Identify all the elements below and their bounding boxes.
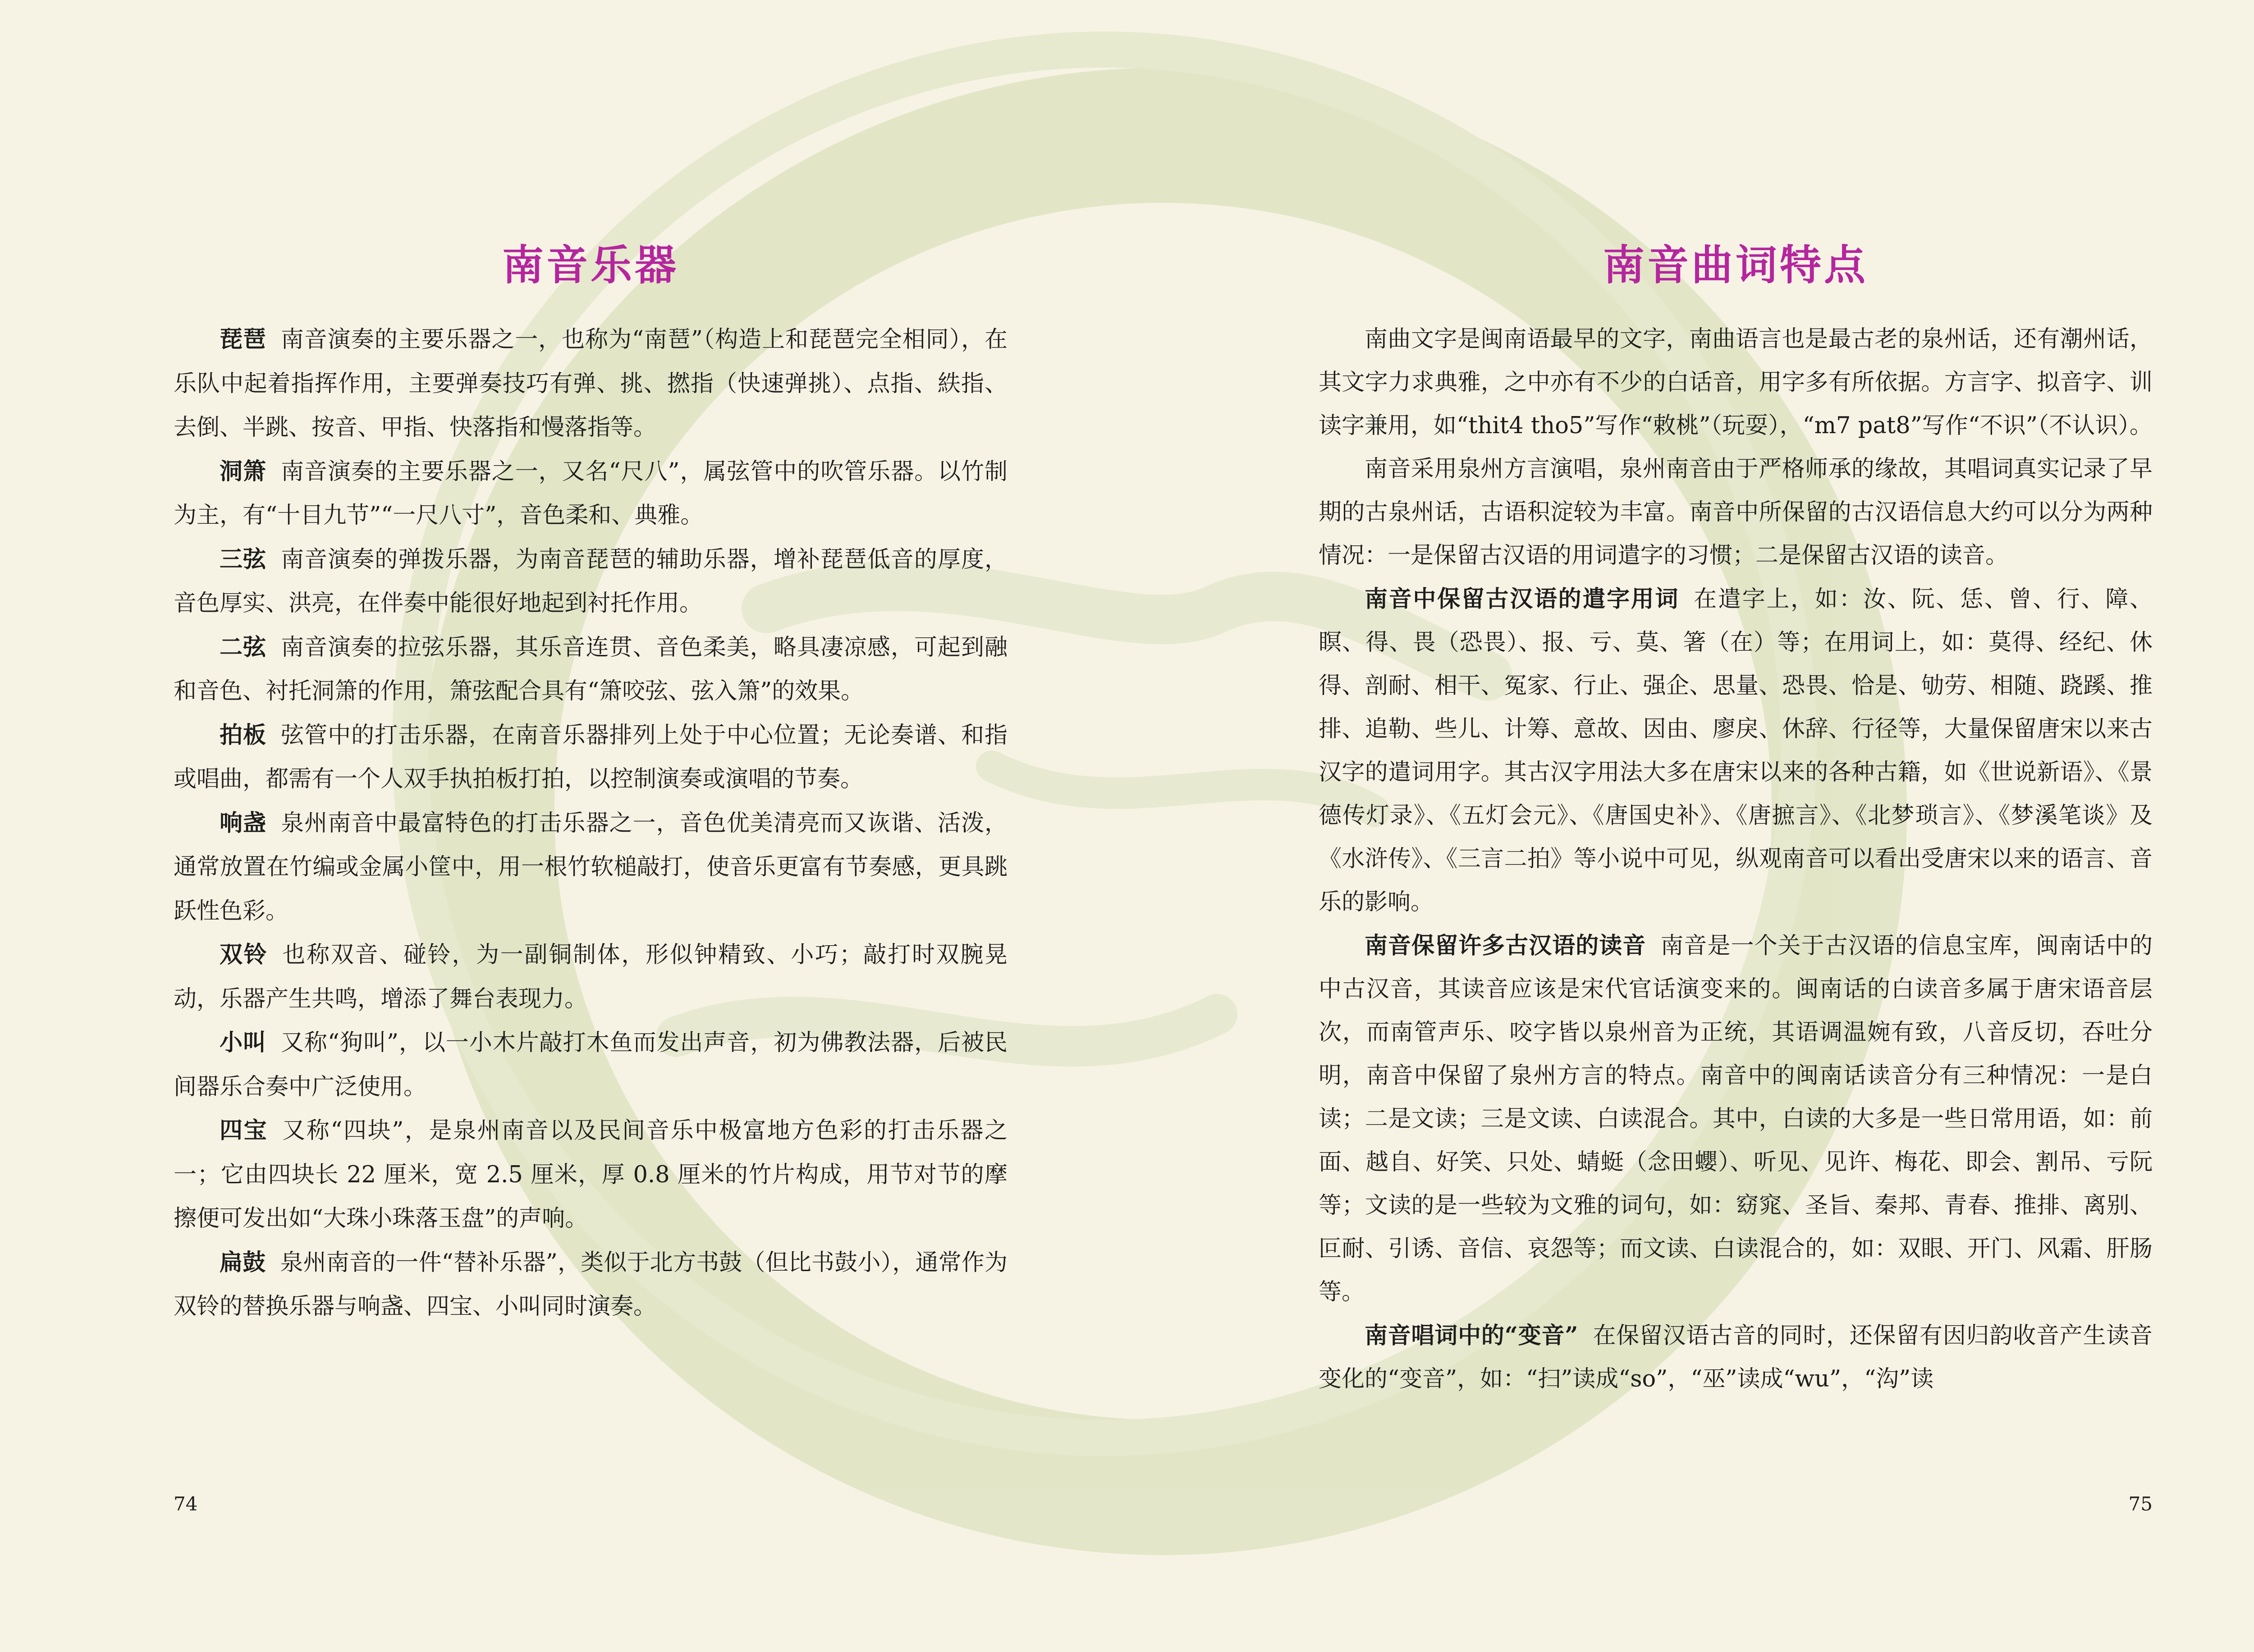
term-heading: 三弦 [220, 545, 267, 573]
paragraph-text: 泉州南音的一件“替补乐器”，类似于北方书鼓（但比书鼓小），通常作为双铃的替换乐器与响盏、四宝、小叫同时演奏。 [174, 1249, 1008, 1320]
term-heading: 南音中保留古汉语的遣字用词 [1365, 586, 1680, 613]
paragraph-text: 南曲文字是闽南语最早的文字，南曲语言也是最古老的泉州话，还有潮州话，其文字力求典雅，之中亦有不少的白话音，用字多有所依据。方言字、拟音字、训读字兼用，如“thit4 tho5”写作“敕桃”（玩耍），“m7 pat8”写作“不识”（不认识）。 [1319, 326, 2153, 439]
body-paragraph [1319, 577, 2153, 924]
paragraph-text: 弦管中的打击乐器，在南音乐器排列上处于中心位置；无论奏谱、和指或唱曲，都需有一个人双手执拍板打拍，以控制演奏或演唱的节奏。 [174, 722, 1008, 792]
paragraph-text: 南音是一个关于古汉语的信息宝库，闽南话中的中古汉音，其读音应该是宋代官话演变来的。闽南话的白读音多属于唐宋语音层次，而南管声乐、咬字皆以泉州音为正统，其语调温婉有致，八音反切，吞吐分明，南音中保留了泉州方言的特点。南音中的闽南话读音分有三种情况：一是白读；二是文读；三是文读、白读混合。其中，白读的大多是一些日常用语，如：前面、越自、好笑、只处、蜻蜓（念田蠳）、听见、见许、梅花、即会、割吊、亏阮等；文读的是一些较为文雅的词句，如：窈窕、圣旨、秦邦、青春、推排、离别、叵耐、引诱、音信、哀怨等；而文读、白读混合的，如：双眼、开门、风霜、肝肠等。 [1319, 933, 2153, 1305]
paragraph-text: 泉州南音中最富特色的打击乐器之一，音色优美清亮而又诙谐、活泼，通常放置在竹编或金属小筐中，用一根竹软槌敲打，使音乐更富有节奏感，更具跳跃性色彩。 [174, 810, 1008, 924]
term-heading: 小叫 [220, 1029, 266, 1056]
page-number: 75 [2128, 1493, 2153, 1515]
left-page [174, 0, 1008, 1652]
lyrics-features [1319, 318, 2153, 1401]
instrument-entry [174, 1021, 1008, 1109]
paragraph-text: 也称双音、碰铃，为一副铜制体，形似钟精致、小巧；敲打时双腕晃动，乐器产生共鸣，增添了舞台表现力。 [174, 942, 1008, 1012]
paragraph-text: 又称“四块”，是泉州南音以及民间音乐中极富地方色彩的打击乐器之一；它由四块长 22 厘米，宽 2.5 厘米，厚 0.8 厘米的竹片构成，用节对节的摩擦便可发出如“大珠小珠落玉盘”的声响。 [174, 1117, 1008, 1232]
paragraph-text: 南音演奏的弹拨乐器，为南音琵琶的辅助乐器，增补琵琶低音的厚度，音色厚实、洪亮，在伴奏中能很好地起到衬托作用。 [174, 546, 1008, 617]
instrument-entry [174, 1109, 1008, 1241]
instrument-entry [174, 1241, 1008, 1329]
term-heading: 响盏 [220, 809, 267, 837]
term-heading: 双铃 [220, 941, 268, 968]
paragraph-text: 在遣字上，如：汝、阮、恁、曾、行、障、瞑、得、畏（恐畏）、报、亏、莫、箸（在）等；在用词上，如：莫得、经纪、休得、剖耐、相干、冤家、行止、强企、思量、恐畏、恰是、劬劳、相随、跷蹊、推排、追勒、些儿、计筹、意故、因由、廖戾、休辞、行径等，大量保留唐宋以来古汉字的遣词用字。其古汉字用法大多在唐宋以来的各种古籍，如《世说新语》、《景德传灯录》、《五灯会元》、《唐国史补》、《唐摭言》、《北梦琐言》、《梦溪笔谈》及《水浒传》、《三言二拍》等小说中可见，纵观南音可以看出受唐宋以来的语言、音乐的影响。 [1319, 586, 2153, 915]
body-paragraph [1319, 1314, 2153, 1401]
term-heading: 琵琶 [220, 326, 266, 353]
instrument-list [174, 318, 1008, 1329]
body-paragraph [1319, 924, 2153, 1314]
term-heading: 四宝 [220, 1117, 268, 1144]
page-number: 74 [174, 1493, 198, 1515]
body-paragraph [1319, 448, 2153, 577]
instrument-entry [174, 933, 1008, 1021]
instrument-entry [174, 801, 1008, 934]
paragraph-text: 又称“狗叫”，以一小木片敲打木鱼而发出声音，初为佛教法器，后被民间器乐合奏中广泛使用。 [174, 1030, 1008, 1100]
page-title: 南音曲词特点 [1603, 241, 1868, 289]
term-heading: 扁鼓 [220, 1249, 266, 1276]
paragraph-text: 南音演奏的拉弦乐器，其乐音连贯、音色柔美，略具凄凉感，可起到融和音色、衬托洞箫的作用，箫弦配合具有“箫咬弦、弦入箫”的效果。 [174, 634, 1008, 705]
term-heading: 南音保留许多古汉语的读音 [1365, 932, 1646, 959]
body-paragraph [1319, 318, 2153, 448]
term-heading: 拍板 [220, 721, 267, 749]
paragraph-text: 南音演奏的主要乐器之一，又名“尺八”，属弦管中的吹管乐器。以竹制为主，有“十目九节”“一尺八寸”，音色柔和、典雅。 [174, 458, 1008, 529]
instrument-entry [174, 318, 1008, 450]
right-page [1319, 0, 2153, 1652]
instrument-entry [174, 538, 1008, 626]
term-heading: 南音唱词中的“变音” [1365, 1322, 1578, 1349]
page-title: 南音乐器 [502, 241, 679, 289]
instrument-entry [174, 450, 1008, 538]
paragraph-text: 在保留汉语古音的同时，还保留有因归韵收音产生读音变化的“变音”，如：“扫”读成“so”，“巫”读成“wu”，“沟”读 [1319, 1323, 2153, 1392]
paragraph-text: 南音采用泉州方言演唱，泉州南音由于严格师承的缘故，其唱词真实记录了早期的古泉州话，古语积淀较为丰富。南音中所保留的古汉语信息大约可以分为两种情况：一是保留古汉语的用词遣字的习惯；二是保留古汉语的读音。 [1319, 456, 2153, 569]
instrument-entry [174, 714, 1008, 801]
instrument-entry [174, 626, 1008, 714]
paragraph-text: 南音演奏的主要乐器之一，也称为“南琶”（构造上和琵琶完全相同），在乐队中起着指挥作用，主要弹奏技巧有弹、挑、撚指（快速弹挑）、点指、紩指、去倒、半跳、按音、甲指、快落指和慢落指等。 [174, 326, 1008, 441]
term-heading: 二弦 [220, 633, 267, 661]
term-heading: 洞箫 [220, 458, 266, 485]
